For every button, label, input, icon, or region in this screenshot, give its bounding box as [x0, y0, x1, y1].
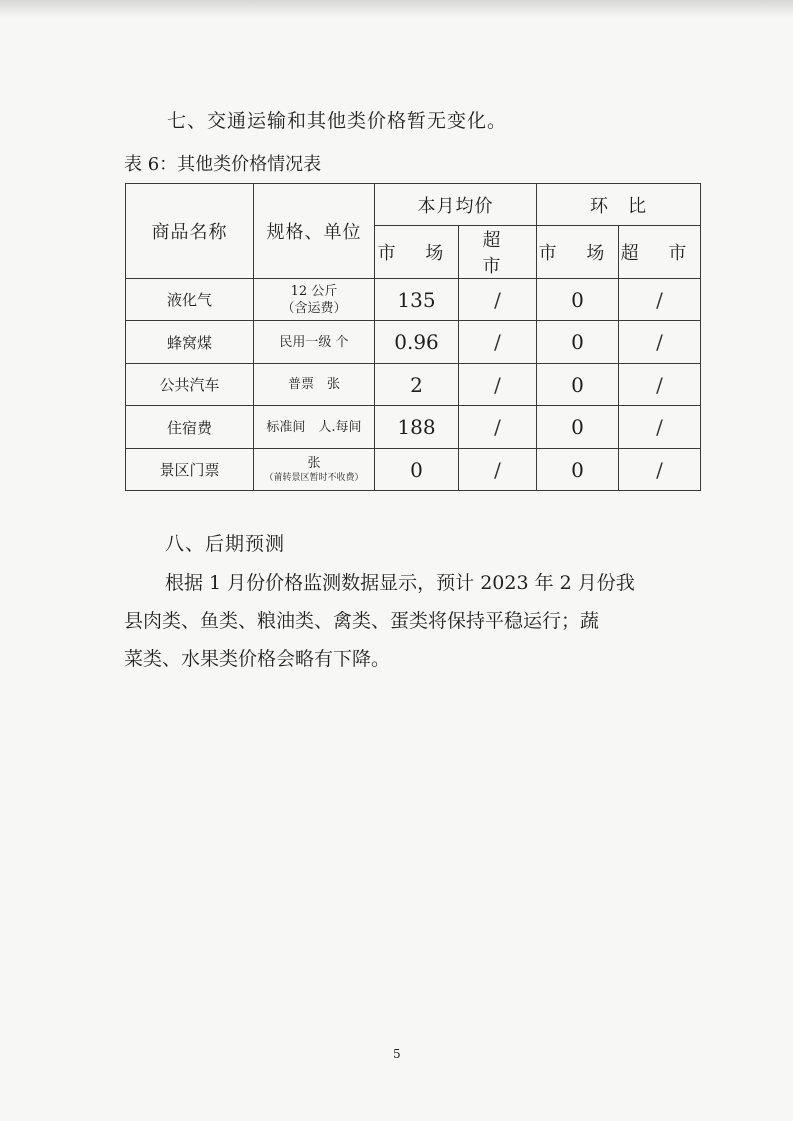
cell-avg-super: /: [459, 321, 537, 364]
table-header-row: [126, 184, 701, 226]
cell-avg-market: 135: [375, 279, 459, 321]
cell-mom-market: 0: [537, 406, 619, 449]
cell-spec: [254, 279, 375, 321]
cell-avg-market: 188: [375, 406, 459, 449]
page-number: 5: [393, 1047, 401, 1061]
cell-name: 景区门票: [126, 449, 254, 491]
table-row: [126, 364, 701, 406]
cell-mom-market: 0: [537, 279, 619, 321]
cell-spec-text: 12 公斤: [290, 283, 338, 299]
cell-avg-market: 0: [375, 449, 459, 491]
cell-avg-super: /: [459, 449, 537, 491]
cell-name: 蜂窝煤: [126, 321, 254, 364]
cell-mom-super: /: [619, 279, 701, 321]
cell-mom-super: /: [619, 406, 701, 449]
cell-mom-market: 0: [537, 321, 619, 364]
scan-edge: [0, 0, 793, 18]
cell-name: 公共汽车: [126, 364, 254, 406]
cell-spec-text: 张: [307, 456, 321, 471]
cell-spec-note: （含运费）: [281, 300, 347, 316]
section-8-heading: 八、后期预测: [165, 533, 286, 555]
forecast-line: 菜类、水果类价格会略有下降。: [124, 648, 391, 670]
section-7-heading: 七、交通运输和其他类价格暂无变化。: [167, 110, 508, 132]
header-mom: 环 比: [537, 184, 701, 226]
table-row: [126, 406, 701, 449]
cell-avg-super: /: [459, 279, 537, 321]
cell-mom-market: 0: [537, 449, 619, 491]
subheader-supermarket: 超 市: [619, 226, 701, 279]
forecast-line: 根据 1 月份价格监测数据显示，预计 2023 年 2 月份我: [165, 572, 635, 594]
table-caption: 表 6：其他类价格情况表: [124, 154, 322, 175]
cell-mom-super: /: [619, 321, 701, 364]
header-name: 商品名称: [126, 184, 254, 279]
cell-avg-market: 0.96: [375, 321, 459, 364]
subheader-market: 市 场: [375, 226, 459, 279]
cell-name: 住宿费: [126, 406, 254, 449]
cell-mom-super: /: [619, 449, 701, 491]
cell-avg-super: /: [459, 406, 537, 449]
subheader-supermarket: 超 市: [459, 226, 537, 279]
header-avg-price: 本月均价: [375, 184, 537, 226]
table-row: [126, 449, 701, 491]
forecast-line: 县肉类、鱼类、粮油类、禽类、蛋类将保持平稳运行；蔬: [124, 610, 600, 632]
price-table: [125, 183, 701, 491]
cell-spec: 民用一级 个: [254, 321, 375, 364]
cell-spec-note: （莆转景区暂时不收费）: [264, 473, 364, 483]
header-spec: 规格、单位: [254, 184, 375, 279]
cell-avg-super: /: [459, 364, 537, 406]
subheader-market: 市 场: [537, 226, 619, 279]
cell-mom-super: /: [619, 364, 701, 406]
table-row: [126, 279, 701, 321]
cell-spec: [254, 449, 375, 491]
cell-avg-market: 2: [375, 364, 459, 406]
table-row: [126, 321, 701, 364]
cell-mom-market: 0: [537, 364, 619, 406]
cell-spec: 标准间 人.每间: [254, 406, 375, 449]
cell-name: 液化气: [126, 279, 254, 321]
cell-spec: 普票 张: [254, 364, 375, 406]
